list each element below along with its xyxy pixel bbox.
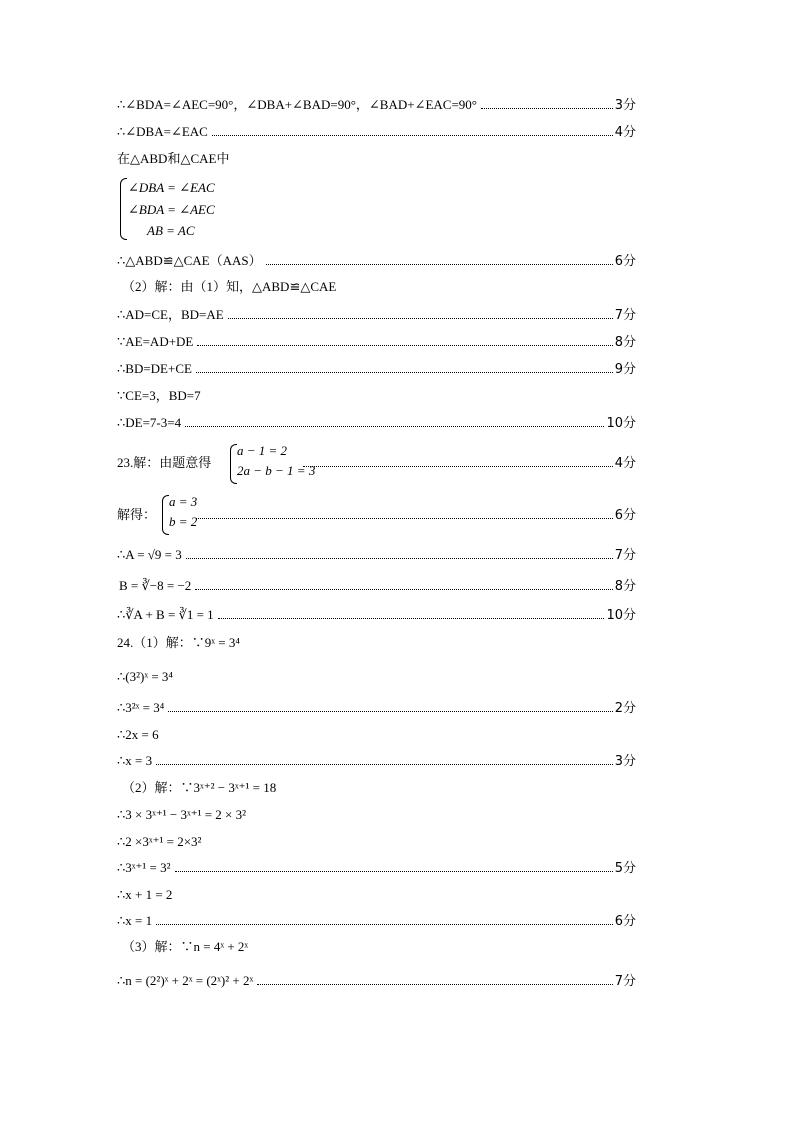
line-text: ∴∠BDA=∠AEC=90°，∠DBA+∠BAD=90°，∠BAD+∠EAC=90° (117, 97, 478, 112)
equation-row: a = 3 (169, 494, 198, 509)
solution-line (117, 360, 636, 378)
equation-row: ∠DBA = ∠EAC (128, 180, 215, 195)
solution-line (117, 606, 636, 624)
score-label: 7分 (614, 974, 636, 989)
line-text: ∴2 ×3ˣ⁺¹ = 2×3² (117, 834, 202, 849)
line-text: 在△ABD和△CAE中 (117, 151, 230, 166)
line-text: ∴A = √9 = 3 (117, 547, 182, 562)
line-text: ∴∛A + B = ∛1 = 1 (117, 607, 214, 622)
dot-leader (196, 517, 613, 519)
dot-leader (168, 710, 612, 712)
score-label: 4分 (614, 125, 636, 140)
dot-leader (186, 557, 613, 559)
line-text: ∴△ABD≌△CAE（AAS） (117, 253, 262, 268)
line-text: 24.（1）解：∵9ˣ = 3⁴ (117, 635, 240, 650)
dot-leader (175, 870, 613, 872)
line-text: ∴AD=CE，BD=AE (117, 307, 224, 322)
solution-line (117, 333, 636, 351)
dot-leader (218, 617, 605, 619)
equation-row: a − 1 = 2 (237, 443, 288, 458)
solution-line (117, 699, 636, 717)
solution-line (117, 859, 636, 877)
line-text: ∴3ˣ⁺¹ = 3² (117, 860, 171, 875)
brace-icon (120, 178, 127, 240)
line-text: ∴3 × 3ˣ⁺¹ − 3ˣ⁺¹ = 2 × 3² (117, 807, 247, 822)
line-text: ∴x = 3 (117, 753, 153, 768)
score-label: 7分 (614, 548, 636, 563)
dot-leader (195, 588, 612, 590)
dot-leader (481, 107, 613, 109)
dot-leader (228, 317, 613, 319)
line-text: ∵AE=AD+DE (117, 334, 194, 349)
line-text: ∴∠DBA=∠EAC (117, 124, 208, 139)
solution-line (117, 414, 636, 432)
solution-line (117, 912, 636, 930)
line-text: B = ∛−8 = −2 (119, 578, 192, 593)
score-label: 8分 (614, 335, 636, 350)
solution-line (117, 123, 636, 141)
line-text: ∴DE=7-3=4 (117, 415, 182, 430)
line-text: ∴x = 1 (117, 913, 153, 928)
score-label: 8分 (614, 579, 636, 594)
dot-leader (257, 983, 612, 985)
line-text: （2）解：由（1）知，△ABD≌△CAE (122, 279, 337, 294)
line-text: 解得： (117, 507, 157, 522)
score-label: 3分 (614, 98, 636, 113)
line-text: （3）解：∵n = 4ˣ + 2ˣ (122, 939, 249, 954)
solution-line (117, 306, 636, 324)
line-text: （2）解：∵3ˣ⁺² − 3ˣ⁺¹ = 18 (122, 780, 277, 795)
line-text: ∴2x = 6 (117, 727, 159, 742)
dot-leader (196, 371, 613, 373)
score-label: 10分 (606, 416, 636, 431)
dot-leader (303, 465, 612, 467)
brace-icon (230, 444, 237, 484)
line-text: ∴BD=DE+CE (117, 361, 192, 376)
score-label: 4分 (614, 456, 636, 471)
solution-line (117, 752, 636, 770)
score-label: 5分 (614, 861, 636, 876)
score-label: 10分 (606, 608, 636, 623)
score-label: 3分 (614, 754, 636, 769)
solution-line (117, 252, 636, 270)
equation-row: ∠BDA = ∠AEC (128, 202, 215, 217)
equation-row: AB = AC (147, 223, 195, 238)
solution-line (117, 972, 636, 990)
score-label: 6分 (614, 914, 636, 929)
score-label: 6分 (614, 254, 636, 269)
solution-line (117, 454, 636, 472)
solution-line (117, 546, 636, 564)
equation-row: b = 2 (169, 514, 198, 529)
line-text: 23.解：由题意得 (117, 455, 212, 470)
dot-leader (266, 263, 613, 265)
score-label: 6分 (614, 508, 636, 523)
dot-leader (212, 134, 613, 136)
line-text: ∴(3²)ˣ = 3⁴ (117, 669, 173, 684)
line-text: ∵CE=3，BD=7 (117, 388, 201, 403)
dot-leader (185, 425, 604, 427)
solution-line (119, 577, 636, 595)
score-label: 7分 (614, 308, 636, 323)
dot-leader (156, 923, 613, 925)
brace-icon (162, 495, 169, 535)
equation-row: 2a − b − 1 = 3 (237, 463, 316, 478)
dot-leader (197, 344, 612, 346)
solution-line (117, 96, 636, 114)
dot-leader (156, 763, 613, 765)
line-text: ∴3²ˣ = 3⁴ (117, 700, 165, 715)
score-label: 9分 (614, 362, 636, 377)
score-label: 2分 (614, 701, 636, 716)
line-text: ∴n = (2²)ˣ + 2ˣ = (2ˣ)² + 2ˣ (117, 973, 254, 988)
line-text: ∴x + 1 = 2 (117, 887, 173, 902)
